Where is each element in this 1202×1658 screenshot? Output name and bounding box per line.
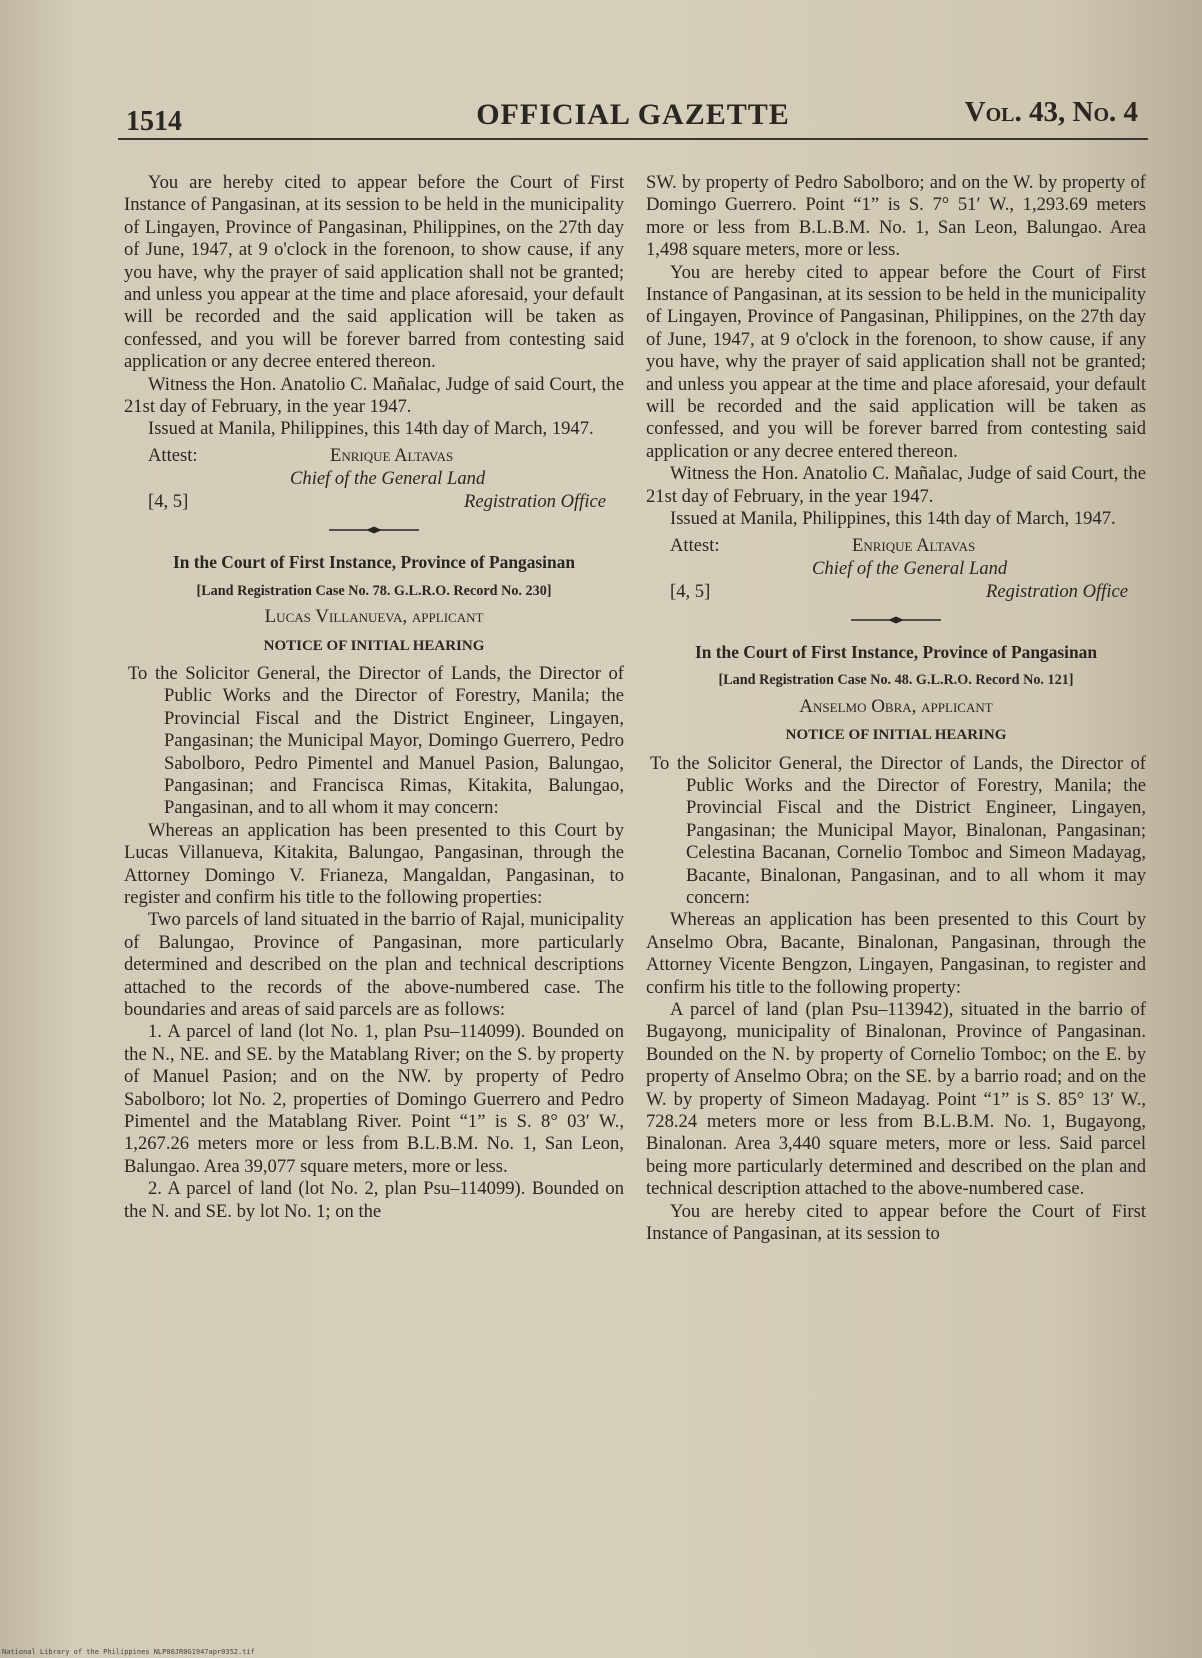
applicant-line: Anselmo Obra, applicant	[799, 695, 993, 717]
signatory-role: Chief of the General Land	[812, 557, 1008, 579]
volume-issue: Vol. 43, No. 4	[964, 96, 1138, 128]
right-column	[646, 172, 1146, 1245]
paragraph: Issued at Manila, Philippines, this 14th day of March, 1947.	[148, 418, 594, 440]
paragraph: Whereas an application has been presented to this Court by Lucas Villanueva, Kitakita, Balungao, Pangasinan, through the Attorney Domingo V. Frianeza, Mangaldan, Pangasinan, to register and confirm his title to the following properties:	[124, 819, 624, 908]
notice-heading: NOTICE OF INITIAL HEARING	[785, 727, 1007, 744]
left-column	[124, 172, 624, 1223]
paragraph: You are hereby cited to appear before the Court of First Instance of Pangasinan, at its session to be held in the municipality of Lingayen, Province of Pangasinan, Philippines, on the 27th day of June, 1947, at 9 o'clock in the forenoon, to show cause, if any you have, why the prayer of said application shall not be granted; and unless you appear at the time and place aforesaid, your default will be recorded and the said application will be taken as confessed, and you will be forever barred from contesting said application or any decree entered thereon.	[124, 172, 624, 373]
issue-code: [4, 5]	[148, 490, 189, 512]
paragraph: Issued at Manila, Philippines, this 14th day of March, 1947.	[670, 508, 1116, 530]
signatory-name: Enrique Altavas	[852, 534, 976, 556]
section-divider	[646, 609, 1146, 631]
signatory-role: Chief of the General Land	[290, 467, 486, 489]
paragraph: SW. by property of Pedro Sabolboro; and on the W. by property of Domingo Guerrero. Point “1” is S. 7° 51′ W., 1,293.69 meters more or less from B.L.B.M. No. 1, San Leon, Balungao. Area 1,498 square meters, more or less.	[646, 172, 1146, 261]
page-number: 1514	[126, 106, 182, 137]
publication-title: OFFICIAL GAZETTE	[476, 98, 790, 131]
addressees: To the Solicitor General, the Director of Lands, the Director of Public Works and the Director of Forestry, Manila; the Provincial Fiscal and the District Engineer, Lingayen, Pangasinan; the Municipal Mayor, Domingo Guerrero, Pedro Sabolboro, Pedro Pimentel and Manuel Pasion, Balungao, Pangasinan; and Francisca Rimas, Kitakita, Balungao, Pangasinan, and to all whom it may concern:	[128, 662, 624, 819]
paragraph: You are hereby cited to appear before the Court of First Instance of Pangasinan, at its session to	[646, 1200, 1146, 1245]
paragraph: Whereas an application has been presented to this Court by Anselmo Obra, Bacante, Binalonan, Pangasinan, through the Attorney Vicente Bengzon, Lingayen, Pangasinan, to register and confirm his title to the following property:	[646, 909, 1146, 998]
section-divider	[124, 519, 624, 541]
paragraph: Witness the Hon. Anatolio C. Mañalac, Judge of said Court, the 21st day of February, in the year 1947.	[124, 373, 624, 418]
issue-code: [4, 5]	[670, 580, 711, 602]
addressees: To the Solicitor General, the Director of Lands, the Director of Public Works and the Director of Forestry, Manila; the Provincial Fiscal and the District Engineer, Lingayen, Pangasinan; the Municipal Mayor, Binalonan, Pangasinan; Celestina Bacanan, Cornelio Tomboc and Simeon Madayag, Bacante, Binalonan, Pangasinan, and to all whom it may concern:	[650, 752, 1146, 908]
notice-heading: NOTICE OF INITIAL HEARING	[263, 637, 485, 654]
page-header	[118, 92, 1148, 140]
applicant-line: Lucas Villanueva, applicant	[264, 606, 484, 628]
paragraph: 2. A parcel of land (lot No. 2, plan Psu–114099). Bounded on the N. and SE. by lot No. 1; on the	[124, 1178, 624, 1222]
signatory-name: Enrique Altavas	[330, 444, 454, 466]
paragraph: You are hereby cited to appear before the Court of First Instance of Pangasinan, at its session to be held in the municipality of Lingayen, Province of Pangasinan, Philippines, on the 27th day of June, 1947, at 9 o'clock in the forenoon, to show cause, if any you have, why the prayer of said application shall not be granted; and unless you appear at the time and place aforesaid, your default will be recorded and the said application will be taken as confessed, and you will be forever barred from contesting said application or any decree entered thereon.	[646, 261, 1146, 462]
paragraph: Two parcels of land situated in the barrio of Rajal, municipality of Balungao, Province of Pangasinan, more particularly determined and described on the plan and technical descriptions attached to the records of the above-numbered case. The boundaries and areas of said parcels are as follows:	[124, 909, 624, 1020]
court-heading: In the Court of First Instance, Province of Pangasinan	[694, 641, 1098, 662]
case-reference: [Land Registration Case No. 48. G.L.R.O. Record No. 121]	[718, 672, 1074, 689]
signature-block	[124, 445, 624, 513]
court-heading: In the Court of First Instance, Province of Pangasinan	[172, 552, 576, 573]
case-reference: [Land Registration Case No. 78. G.L.R.O. Record No. 230]	[196, 582, 552, 599]
signature-block	[646, 535, 1146, 603]
paragraph: A parcel of land (plan Psu–113942), situated in the barrio of Bugayong, municipality of Binalonan, Province of Pangasinan. Bounded on the N. by property of Cornelio Tomboc; on the E. by property of Anselmo Obra; on the SE. by a barrio road; and on the W. by property of Simeon Madayag. Point “1” is S. 85° 13′ W., 728.24 meters more or less from B.L.B.M. No. 1, Bugayong, Binalonan. Area 3,440 square meters, more or less. Said parcel being more particularly determined and described on the plan and technical description attached to the above-numbered case.	[646, 999, 1146, 1200]
scan-footer: National Library of the Philippines NLP00JR0G1947apr0352.tif	[2, 1648, 255, 1656]
attest-label: Attest:	[148, 444, 198, 466]
attest-label: Attest:	[670, 534, 720, 556]
paragraph: 1. A parcel of land (lot No. 1, plan Psu–114099). Bounded on the N., NE. and SE. by the Matablang River; on the S. by property of Manuel Pasion; and on the NW. by property of Pedro Sabolboro; lot No. 2, properties of Domingo Guerrero and Pedro Pimentel and the Matablang River. Point “1” is S. 8° 03′ W., 1,267.26 meters more or less from B.L.B.M. No. 1, San Leon, Balungao. Area 39,077 square meters, more or less.	[124, 1021, 624, 1177]
signatory-office: Registration Office	[463, 490, 606, 512]
signatory-office: Registration Office	[985, 580, 1128, 602]
paragraph: Witness the Hon. Anatolio C. Mañalac, Judge of said Court, the 21st day of February, in the year 1947.	[646, 463, 1146, 507]
